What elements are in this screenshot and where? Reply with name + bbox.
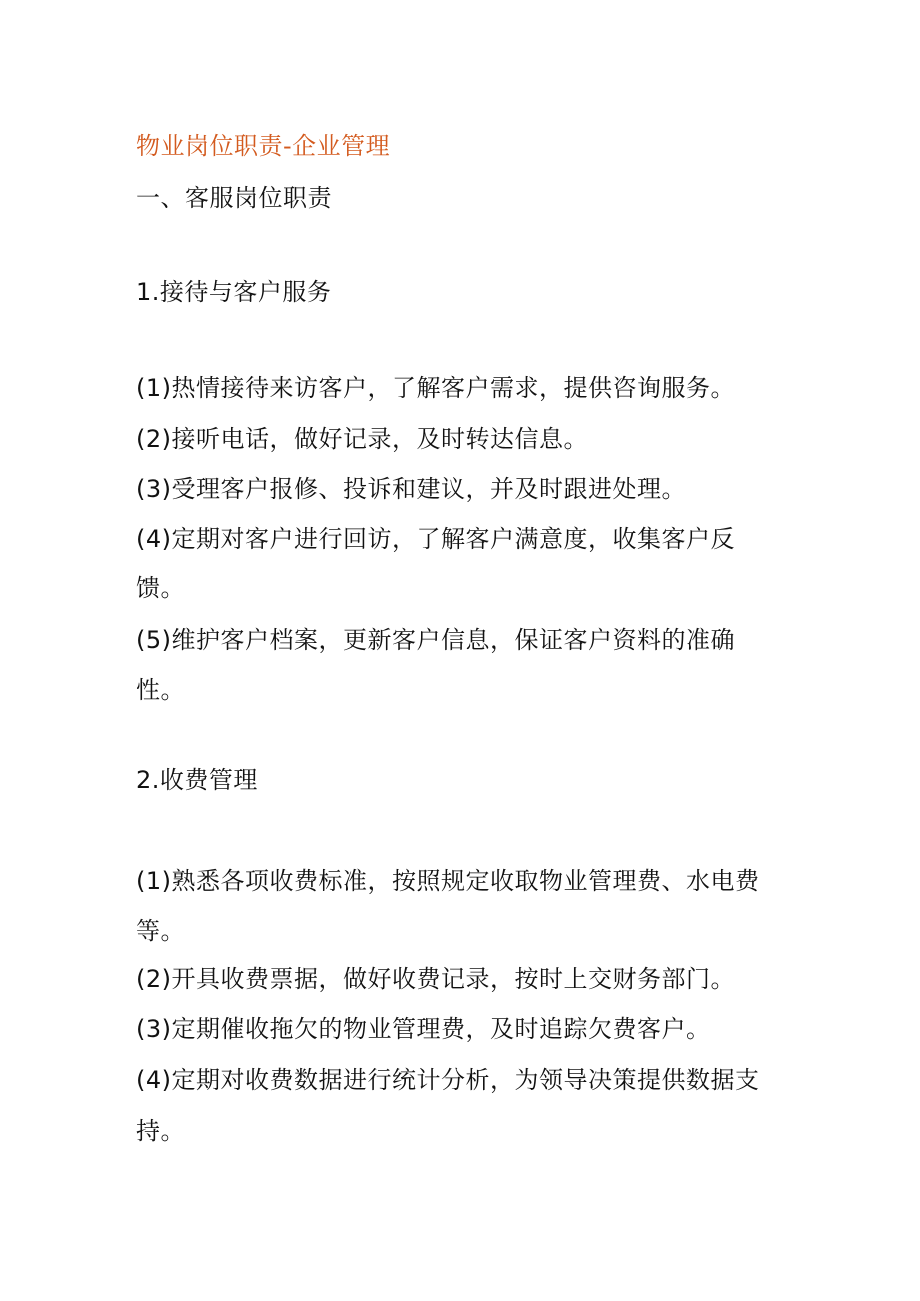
list-item: (3)受理客户报修、投诉和建议，并及时跟进处理。 — [136, 475, 686, 503]
list-item-continuation: 性。 — [136, 676, 185, 704]
list-item: (1)热情接待来访客户，了解客户需求，提供咨询服务。 — [136, 374, 735, 402]
list-item: (5)维护客户档案，更新客户信息，保证客户资料的准确 — [136, 626, 735, 654]
list-item-continuation: 持。 — [136, 1117, 185, 1145]
list-item: (4)定期对客户进行回访，了解客户满意度，收集客户反 — [136, 525, 735, 553]
list-item: (3)定期催收拖欠的物业管理费，及时追踪欠费客户。 — [136, 1015, 711, 1043]
list-item-continuation: 等。 — [136, 917, 185, 945]
document-title: 物业岗位职责-企业管理 — [136, 132, 391, 160]
section-heading: 一、客服岗位职责 — [136, 184, 332, 212]
list-item: (2)开具收费票据，做好收费记录，按时上交财务部门。 — [136, 965, 735, 993]
list-item-continuation: 馈。 — [136, 574, 185, 602]
subsection-heading: 1.接待与客户服务 — [136, 278, 332, 306]
list-item: (4)定期对收费数据进行统计分析，为领导决策提供数据支 — [136, 1066, 760, 1094]
subsection-heading: 2.收费管理 — [136, 766, 258, 794]
list-item: (2)接听电话，做好记录，及时转达信息。 — [136, 425, 588, 453]
list-item: (1)熟悉各项收费标准，按照规定收取物业管理费、水电费 — [136, 867, 760, 895]
